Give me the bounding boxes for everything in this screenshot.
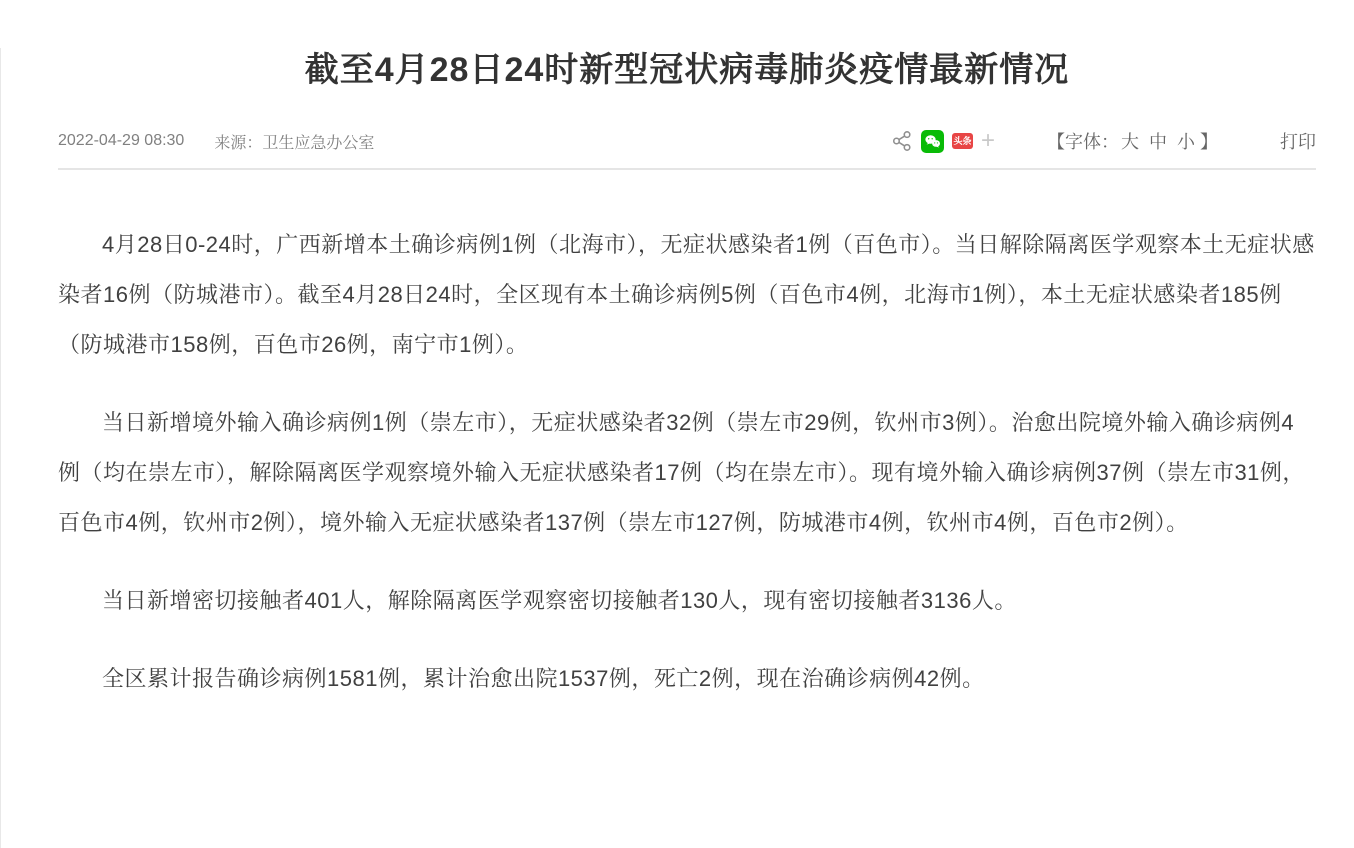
page-title: 截至4月28日24时新型冠状病毒肺炎疫情最新情况 bbox=[304, 51, 1070, 89]
share-button[interactable] bbox=[891, 130, 913, 152]
article-page bbox=[1, 48, 1354, 704]
font-size-large-button[interactable]: 大 bbox=[1121, 132, 1139, 152]
article-paragraph: 全区累计报告确诊病例1581例，累计治愈出院1537例，死亡2例，现在治确诊病例42例。 bbox=[102, 666, 985, 691]
wechat-share-button[interactable] bbox=[921, 130, 944, 153]
meta-left bbox=[58, 130, 374, 153]
meta-row bbox=[58, 128, 1316, 170]
source-label: 来源：卫生应急办公室 bbox=[214, 134, 375, 152]
font-widget-suffix: 】 bbox=[1200, 132, 1218, 152]
article-paragraph: 当日新增境外输入确诊病例1例（崇左市），无症状感染者32例（崇左市29例，钦州市3例）。治愈出院境外输入确诊病例4例（均在崇左市），解除隔离医学观察境外输入无症状感染者17例（均在崇左市）。现有境外输入确诊病例37例（崇左市31例，百色市4例，钦州市2例），境外输入无症状感染者137例（崇左市127例，防城港市4例，钦州市4例，百色市2例）。 bbox=[58, 410, 1305, 535]
font-size-widget bbox=[1047, 128, 1218, 154]
share-nodes-icon bbox=[891, 130, 913, 152]
font-size-small-button[interactable]: 小 bbox=[1177, 132, 1195, 152]
print-button[interactable]: 打印 bbox=[1280, 132, 1316, 152]
share-toolbar bbox=[891, 127, 995, 154]
publish-datetime: 2022-04-29 08:30 bbox=[58, 132, 185, 149]
plus-icon: + bbox=[980, 127, 995, 154]
article-paragraph: 当日新增密切接触者401人，解除隔离医学观察密切接触者130人，现有密切接触者3136人。 bbox=[102, 588, 1017, 613]
wechat-icon bbox=[921, 130, 944, 153]
more-share-button[interactable] bbox=[980, 127, 995, 154]
font-widget-prefix: 【字体： bbox=[1047, 132, 1119, 152]
article-body bbox=[58, 220, 1316, 704]
article-paragraph: 4月28日0-24时，广西新增本土确诊病例1例（北海市），无症状感染者1例（百色市）。当日解除隔离医学观察本土无症状感染者16例（防城港市）。截至4月28日24时，全区现有本土确诊病例5例（百色市4例，北海市1例），本土无症状感染者185例（防城港市158例，百色市26例，南宁市1例）。 bbox=[58, 232, 1315, 357]
toutiao-share-button[interactable] bbox=[952, 133, 973, 149]
toutiao-icon: 头条 bbox=[952, 133, 973, 149]
font-size-medium-button[interactable]: 中 bbox=[1149, 132, 1167, 152]
meta-right bbox=[891, 128, 1316, 154]
